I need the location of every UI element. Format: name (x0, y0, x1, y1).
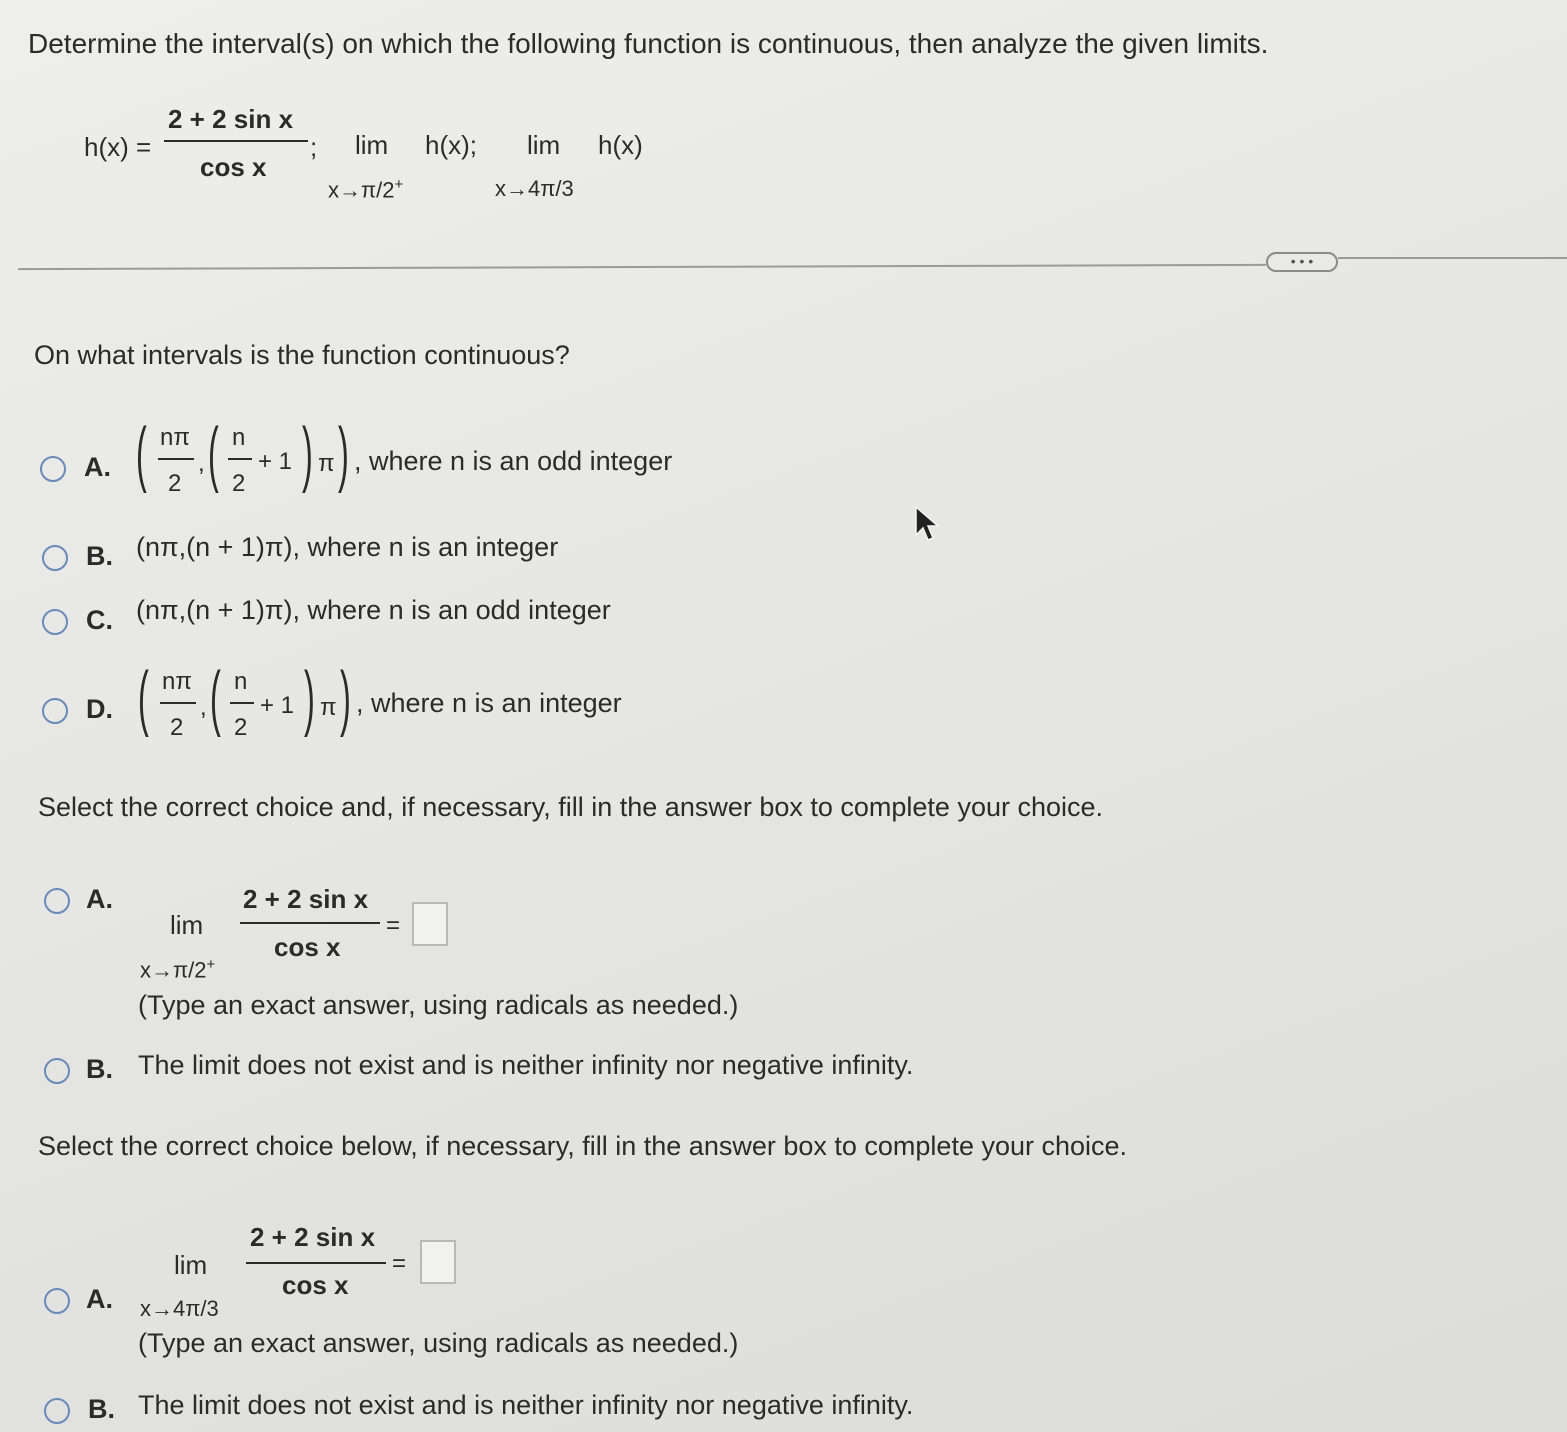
q3-answer-input[interactable] (420, 1240, 456, 1284)
q1-option-c-text: (nπ,(n + 1)π), where n is an odd integer (136, 595, 611, 625)
q1-option-c-letter: C. (86, 605, 113, 635)
frac1-bar (158, 458, 194, 460)
more-options-button[interactable]: • • • (1266, 252, 1338, 272)
instruction-text: Determine the interval(s) on which the following function is continuous, then analyze the given limits. (28, 28, 1269, 59)
frac1-denominator: 2 (168, 470, 182, 497)
paren-open-inner: ( (208, 414, 219, 494)
frac1-numerator: nπ (160, 424, 190, 451)
q2-note: (Type an exact answer, using radicals as needed.) (138, 990, 739, 1020)
frac2-bar (228, 458, 252, 460)
comma: , (200, 694, 207, 721)
q1-option-d-letter: D. (86, 694, 113, 724)
q2-equals: = (386, 912, 401, 939)
q1-question: On what intervals is the function continuous? (34, 340, 570, 370)
section-divider-right (1338, 257, 1567, 259)
paren-open-outer: ( (138, 658, 149, 738)
q2-lim-subscript (140, 956, 215, 983)
q3-denominator: cos x (282, 1270, 349, 1300)
plus-one: + 1 (258, 448, 293, 475)
frac1-numerator: nπ (162, 668, 192, 695)
q3-option-b-letter: B. (88, 1394, 115, 1424)
q2-prompt: Select the correct choice and, if necessary, fill in the answer box to complete your choice. (38, 792, 1104, 822)
q2-option-a-letter: A. (86, 884, 113, 914)
q1-option-b-text: (nπ,(n + 1)π), where n is an integer (136, 532, 559, 562)
limit1-subscript (328, 176, 403, 203)
q2-answer-input[interactable] (412, 902, 448, 946)
frac2-denominator: 2 (234, 714, 248, 741)
paren-close-inner: ) (302, 414, 313, 494)
frac1-bar (160, 702, 196, 704)
q2-numerator: 2 + 2 sin x (243, 884, 369, 914)
q1-option-d-suffix: , where n is an integer (356, 688, 622, 718)
q1-option-a-suffix: , where n is an odd integer (354, 446, 673, 476)
limit2-subscript: x→4π/3 (495, 176, 574, 201)
paren-close-outer: ) (340, 658, 351, 738)
q3-numerator: 2 + 2 sin x (250, 1222, 376, 1252)
q3-option-a-radio[interactable] (44, 1288, 70, 1314)
frac2-numerator: n (232, 424, 246, 451)
frac2-bar (230, 702, 254, 704)
q2-option-b-letter: B. (86, 1054, 113, 1084)
q2-fraction-bar (240, 922, 380, 924)
q1-option-d-radio[interactable] (42, 698, 68, 724)
comma: , (198, 450, 205, 477)
limit1-subscript-text: x→π/2 (328, 177, 395, 203)
q3-fraction-bar (246, 1262, 386, 1264)
q1-option-b-letter: B. (86, 541, 113, 571)
q2-option-a-radio[interactable] (44, 888, 70, 914)
q3-note: (Type an exact answer, using radicals as needed.) (138, 1328, 739, 1358)
function-name: h(x) = (84, 132, 152, 162)
limit2-function: h(x) (598, 130, 643, 160)
pi-symbol: π (318, 450, 335, 477)
frac1-denominator: 2 (170, 714, 184, 741)
function-separator: ; (310, 132, 318, 162)
plus-one: + 1 (260, 692, 295, 719)
q2-lim-word: lim (170, 910, 204, 940)
pi-symbol: π (320, 694, 337, 721)
limit1-function: h(x); (425, 130, 477, 160)
mouse-cursor-icon (914, 505, 942, 545)
q1-option-c-radio[interactable] (42, 609, 68, 635)
function-denominator: cos x (200, 152, 267, 182)
q3-prompt: Select the correct choice below, if necessary, fill in the answer box to complete your choice. (38, 1131, 1128, 1161)
q3-equals: = (392, 1250, 407, 1277)
q3-lim-word: lim (174, 1250, 208, 1280)
frac2-denominator: 2 (232, 470, 246, 497)
q3-option-b-radio[interactable] (44, 1398, 70, 1424)
frac2-numerator: n (234, 668, 248, 695)
paren-close-outer: ) (338, 414, 349, 494)
paren-open-outer: ( (136, 414, 147, 494)
q2-lim-subscript-sup: + (206, 956, 216, 973)
q2-denominator: cos x (274, 932, 341, 962)
paren-close-inner: ) (304, 658, 315, 738)
limit1-word: lim (355, 130, 389, 160)
limit1-subscript-sup: + (394, 176, 404, 193)
q1-option-a-letter: A. (84, 452, 111, 482)
q3-option-a-letter: A. (86, 1284, 113, 1314)
q2-option-b-text: The limit does not exist and is neither infinity nor negative infinity. (138, 1050, 914, 1080)
function-fraction-bar (164, 140, 308, 142)
q2-lim-subscript-text: x→π/2 (140, 957, 207, 983)
limit2-word: lim (527, 130, 561, 160)
q1-option-a-radio[interactable] (40, 456, 66, 482)
paren-open-inner: ( (210, 658, 221, 738)
section-divider (18, 264, 1266, 270)
q2-option-b-radio[interactable] (44, 1058, 70, 1084)
q3-lim-subscript: x→4π/3 (140, 1296, 219, 1321)
q3-option-b-text: The limit does not exist and is neither infinity nor negative infinity. (138, 1390, 914, 1420)
function-numerator: 2 + 2 sin x (168, 104, 294, 134)
q1-option-b-radio[interactable] (42, 545, 68, 571)
